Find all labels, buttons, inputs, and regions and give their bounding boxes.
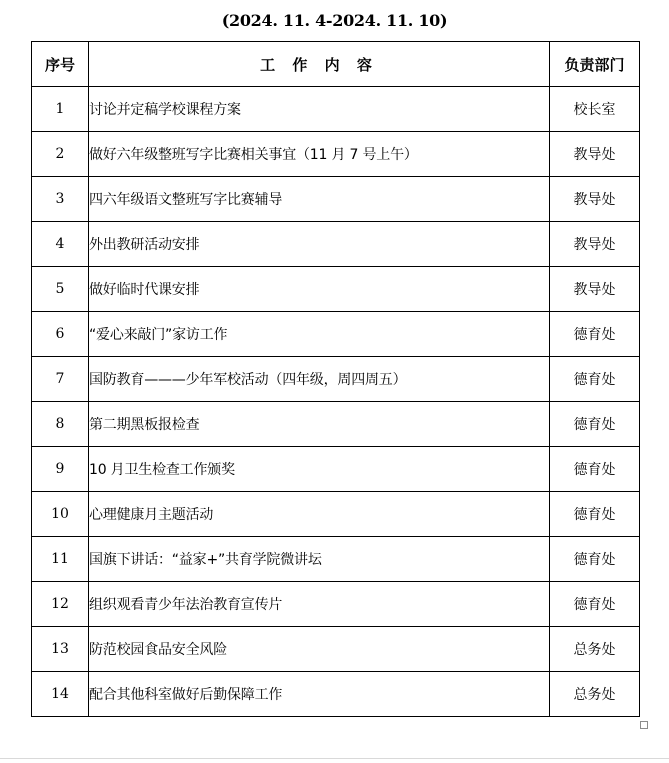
row-dept: 德育处 bbox=[550, 582, 640, 627]
row-index: 11 bbox=[32, 537, 89, 582]
table-row bbox=[32, 492, 640, 537]
table-row bbox=[32, 267, 640, 312]
row-dept: 教导处 bbox=[550, 267, 640, 312]
table-row bbox=[32, 87, 640, 132]
row-content: 组织观看青少年法治教育宣传片 bbox=[89, 582, 550, 627]
row-content: 第二期黑板报检查 bbox=[89, 402, 550, 447]
table-header-row bbox=[32, 42, 640, 87]
row-dept: 总务处 bbox=[550, 627, 640, 672]
row-content: 心理健康月主题活动 bbox=[89, 492, 550, 537]
row-index: 12 bbox=[32, 582, 89, 627]
header-index: 序号 bbox=[32, 42, 89, 87]
row-dept: 德育处 bbox=[550, 537, 640, 582]
row-content: 国防教育———少年军校活动（四年级，周四周五） bbox=[89, 357, 550, 402]
row-content: 四六年级语文整班写字比赛辅导 bbox=[89, 177, 550, 222]
row-content: 国旗下讲话：“益家+”共育学院微讲坛 bbox=[89, 537, 550, 582]
row-dept: 教导处 bbox=[550, 132, 640, 177]
row-index: 6 bbox=[32, 312, 89, 357]
row-content: 10 月卫生检查工作颁奖 bbox=[89, 447, 550, 492]
table-row bbox=[32, 222, 640, 267]
table-row bbox=[32, 132, 640, 177]
table-row bbox=[32, 672, 640, 717]
row-dept: 德育处 bbox=[550, 492, 640, 537]
row-index: 2 bbox=[32, 132, 89, 177]
row-content: 防范校园食品安全风险 bbox=[89, 627, 550, 672]
row-dept: 德育处 bbox=[550, 357, 640, 402]
table-row bbox=[32, 582, 640, 627]
row-dept: 总务处 bbox=[550, 672, 640, 717]
schedule-table bbox=[31, 41, 640, 717]
row-index: 13 bbox=[32, 627, 89, 672]
row-dept: 德育处 bbox=[550, 312, 640, 357]
row-index: 5 bbox=[32, 267, 89, 312]
row-index: 9 bbox=[32, 447, 89, 492]
row-content: 配合其他科室做好后勤保障工作 bbox=[89, 672, 550, 717]
table-row bbox=[32, 402, 640, 447]
row-index: 1 bbox=[32, 87, 89, 132]
page-title: (2024. 11. 4-2024. 11. 10) bbox=[221, 11, 448, 30]
row-index: 7 bbox=[32, 357, 89, 402]
row-content: 外出教研活动安排 bbox=[89, 222, 550, 267]
row-dept: 教导处 bbox=[550, 177, 640, 222]
row-index: 14 bbox=[32, 672, 89, 717]
row-dept: 教导处 bbox=[550, 222, 640, 267]
row-content: 做好六年级整班写字比赛相关事宜（11 月 7 号上午） bbox=[89, 132, 550, 177]
table-row bbox=[32, 312, 640, 357]
row-dept: 校长室 bbox=[550, 87, 640, 132]
row-index: 4 bbox=[32, 222, 89, 267]
table-row bbox=[32, 177, 640, 222]
header-dept: 负责部门 bbox=[550, 42, 640, 87]
table-row bbox=[32, 357, 640, 402]
row-index: 8 bbox=[32, 402, 89, 447]
row-content: 做好临时代课安排 bbox=[89, 267, 550, 312]
header-content: 工 作 内 容 bbox=[89, 42, 550, 87]
row-index: 10 bbox=[32, 492, 89, 537]
row-content: “爱心来敲门”家访工作 bbox=[89, 312, 550, 357]
table-row bbox=[32, 537, 640, 582]
table-row bbox=[32, 627, 640, 672]
row-dept: 德育处 bbox=[550, 447, 640, 492]
table-resize-handle[interactable] bbox=[640, 721, 648, 729]
row-index: 3 bbox=[32, 177, 89, 222]
table-row bbox=[32, 447, 640, 492]
page-divider bbox=[0, 758, 669, 759]
row-dept: 德育处 bbox=[550, 402, 640, 447]
row-content: 讨论并定稿学校课程方案 bbox=[89, 87, 550, 132]
